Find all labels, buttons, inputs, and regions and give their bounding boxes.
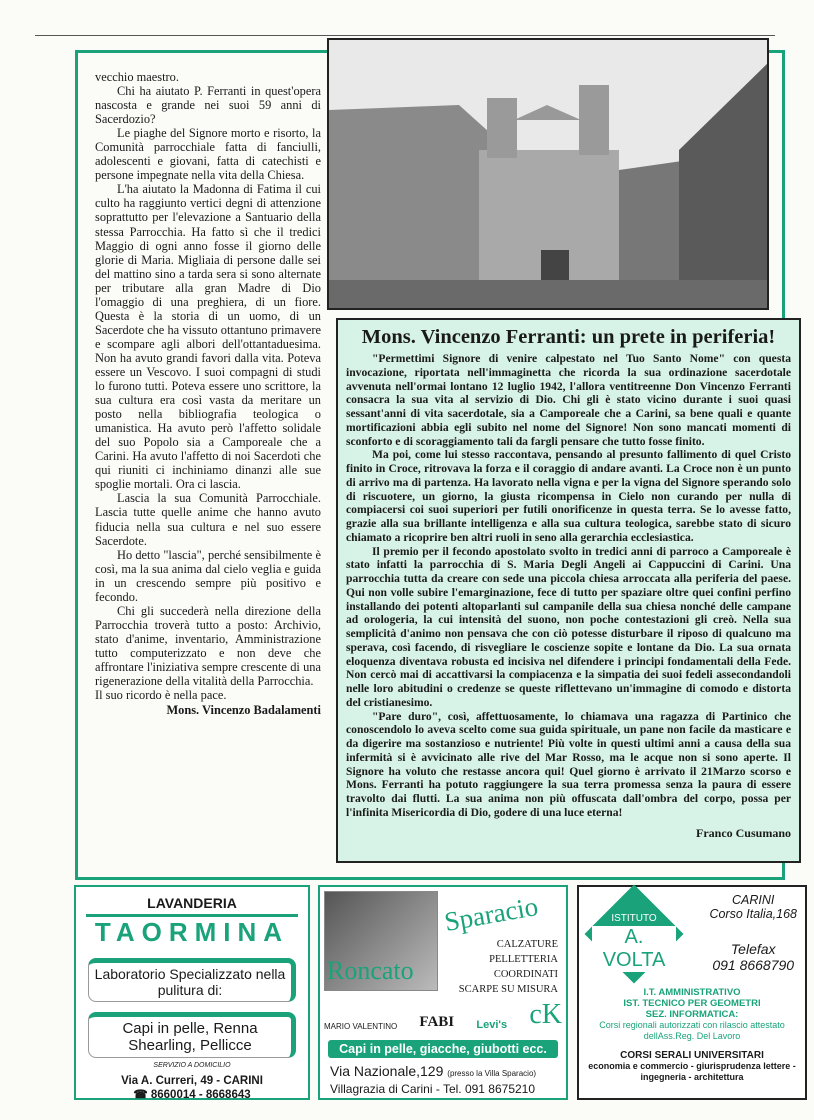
ad-service: SERVIZIO A DOMICILIO [153, 1062, 231, 1069]
ad-address: Via Nazionale,129 (presso la Villa Sparacio) [330, 1063, 537, 1079]
ad-item: PELLETTERIA [489, 954, 558, 965]
paragraph: Le piaghe del Signore morto e risorto, la Comunità parrocchiale fatta di fanciulli, adolescenti e giovani, fatta di catechisti e persone impegnate nella vita della Chiesa. [95, 126, 321, 183]
article-paragraph: Ma poi, come lui stesso raccontava, pensando al presunto fallimento di quel Cristo finito in Croce, ritrovava la forza e il coraggio di andare avanti. La Croce non è un punto di arrivo ma di partenza. Ha lavorato nella vigna e per la vigna del Signore sperando solo di riscuotere, un giorno, la giusta ricompensa in Cielo non curando per nulla di compiacersi coi suoi superiori per futili onorificenze in questa terra. Se lo avesse fatto, grazie alla sua brillante intelligenza e alla sua cultura teologica, sarebbe stato di sicuro chiamato a ricoprire ben altri ruoli in seno alla gerarchia ecclesiastica. [346, 448, 791, 544]
ad-lavanderia-taormina [74, 885, 310, 1100]
ad-name: TAORMINA [86, 914, 298, 948]
paragraph: L'ha aiutato la Madonna di Fatima il cui culto ha raggiunto vertici degni di attenzione soprattutto per l'elevazione a Santuario della stessa Parrocchia. Ha fatto sì che il tredici Maggio di ogni anno fosse il giorno delle glorie di Maria. Migliaia di persone dalle sei del mattino sino a tarda sera si sono alternate per tributare alla gran Madre di Dio l'omaggio di una preghiera, di un fiore. Questa è la storia di un uomo, di un Sacerdote che ha vissuto ottantuno primavere e scompare agli albori dell'ottantaduesima. Non ha avuto grandi favori dalla vita. Poteva essere un Vescovo. I suoi compagni di studi lo furono tutti. Poteva essere uno scrittore, la sua cultura era così vasta da meritare un posto nella bibliografia teologica o umanistica. Ha avuto però l'affetto solidale del suo Popolo sia a Camporeale che a Carini. Ha avuto l'affetto di noi Sacerdoti che qui riuniti ci inchiniamo dinanzi alle sue spoglie mortali. Ora ci lascia. [95, 182, 321, 492]
ad-item: SCARPE SU MISURA [458, 984, 558, 995]
ad-name: Sparacio [442, 891, 541, 937]
course: IST. TECNICO PER GEOMETRI [623, 998, 761, 1009]
evening-courses: CORSI SERALI UNIVERSITARI [620, 1050, 764, 1061]
ad-header: LAVANDERIA [147, 895, 237, 911]
top-rule [35, 35, 775, 36]
paragraph: Il suo ricordo è nella pace. [95, 688, 227, 703]
fabi-logo: FABI [419, 1014, 455, 1030]
ad-item: CALZATURE [496, 939, 558, 950]
mario-valentino-logo: MARIO VALENTINO [324, 1022, 398, 1031]
ck-logo: cK [529, 999, 562, 1030]
fax-number: 091 8668790 [712, 957, 795, 973]
paragraph: Chi gli succederà nella direzione della Parrocchia troverà tutto a posto: Archivio, stato d'anime, inventario, Amministrazione tutto computerizzato e non deve che affrontare l'iniziativa sempre crescente di una rigenerazione della vitalità della Parrocchia. [95, 603, 321, 689]
ad-sparacio [318, 885, 568, 1100]
ad-city-phone: Villagrazia di Carini - Tel. 091 8675210 [330, 1082, 536, 1096]
course-note: Corsi regionali autorizzati con rilascio attestato dellAss.Reg. Del Lavoro [599, 1020, 785, 1041]
paragraph: Lascia la sua Comunità Parrocchiale. Lascia tutte quelle anime che hanno avuto fiducia nella sua cultura e nel suo essere Sacerdote. [95, 491, 321, 548]
left-column [95, 70, 321, 717]
ad-address: Via A. Curreri, 49 - CARINI [121, 1075, 263, 1087]
ad-item: COORDINATI [493, 969, 558, 980]
article-paragraph: "Pare duro", così, affettuosamente, lo chiamava una ragazza di Partinico che conoscendolo lo aveva scelto come sua guida spirituale, un pane non facile da masticare e da digerire ma sostanzioso e nutriente! Più volte in questi ultimi anni a causa della sua infermità si è avvicinato alle rive del Mar Rosso, ma le acque non si sono aperte. Il Signore ha voluto che restasse ancora qui! Quel giorno è arrivato il 21Marzo scorso e Mons. Ferranti ha potuto raggiungere la sua terra promessa senza la paura di essere travolto dai flutti. La sua anima non più offuscata dall'ombra del corpo, possa per l'infinita Misericordia di Dio, godere di una luce eterna! [346, 709, 791, 819]
ad-banner: Capi in pelle, giacche, giubotti ecc. [328, 1040, 558, 1058]
phone-icon: ☎ [133, 1089, 151, 1101]
church-photo [327, 38, 769, 310]
roncato-logo: Roncato [327, 956, 414, 985]
article-title: Mons. Vincenzo Ferranti: un prete in periferia! [361, 326, 776, 348]
levis-logo: Levi's [476, 1019, 508, 1031]
ad-street: Corso Italia,168 [709, 907, 797, 921]
paragraph: vecchio maestro. [95, 70, 179, 84]
article-box [336, 318, 801, 863]
logo-top: ISTITUTO [611, 913, 657, 924]
paragraph: Chi ha aiutato P. Ferranti in quest'opera nascosta e grande nei suoi 59 anni di Sacerdozio? [95, 84, 321, 127]
signature: Mons. Vincenzo Badalamenti [166, 703, 321, 718]
article-author: Franco Cusumano [695, 825, 791, 840]
ad-box: Laboratorio Specializzato nella pulitura di: [88, 958, 296, 1002]
article-paragraph: Il premio per il fecondo apostolato svolto in tredici anni di parroco a Camporeale è stato infatti la parrocchia di S. Maria Degli Angeli ai Cappuccini di Carini. Una parrocchia tutta da creare con sede una piccola chiesa arroccata alla periferia del paese. Qui non volle subire l'emarginazione, fece di tutto per spaziare oltre quei confini perfino installando dei potenti altoparlanti sul campanile della sua chiesa nonché delle campane ad orologeria, la cui intensità del suono, non poche contestazioni gli creò. Nella sua semplicità d'animo non pensava che con ciò potesse disturbare il riposo di qualcuno ma sperava, così facendo, di risvegliare le coscienze sopite e lontane da Dio. La sua ornata eloquenza diventava robusta ed incisiva nel difendere i principi fondamentali della Fede. Non cercò mai di accattivarsi la compiacenza e la simpatia dei suoi fedeli assecondandoli nelle loro abitudini o credenze se queste riflettevano un'immagine di comodo e distorta del cristianesimo. [346, 544, 791, 709]
ad-phones: ☎ 8660014 - 8668643 [133, 1089, 251, 1101]
fax-label: Telefax [730, 941, 776, 957]
course: SEZ. INFORMATICA: [645, 1009, 739, 1020]
ad-city: CARINI [732, 893, 775, 907]
article-paragraph: "Permettimi Signore di venire calpestato nel Tuo Santo Nome" con questa invocazione, riportata nell'immaginetta che ricorda la sua ordinazione sacerdotale avvenuta nell'ormai lontano 12 luglio 1942, l'allora ventitreenne Don Vincenzo Ferranti consacra la sua vita al servizio di Dio. Chi gli è stato vicino durante i suoi quasi sessant'anni di vita sacerdotale, sia a Camporeale che a Carini, sa bene quali e quante mortificazioni abbia egli subito nel nome del Signore! Non sono mancati momenti di sconforto e di scoraggiamento tali da fargli pensare che tutto fosse finito. [346, 352, 791, 448]
logo-name: A. VOLTA [592, 926, 676, 972]
paragraph: Ho detto "lascia", perché sensibilmente è così, ma la sua anima dal cielo veglia e guida in un crescendo sempre più positivo e fecondo. [95, 547, 321, 604]
ad-box: Capi in pelle, Renna Shearling, Pellicce [88, 1012, 296, 1058]
ad-istituto-volta [577, 885, 807, 1100]
course: I.T. AMMINISTRATIVO [643, 987, 741, 998]
subjects: economia e commercio - giurisprudenza lettere - ingegneria - architettura [588, 1061, 796, 1082]
